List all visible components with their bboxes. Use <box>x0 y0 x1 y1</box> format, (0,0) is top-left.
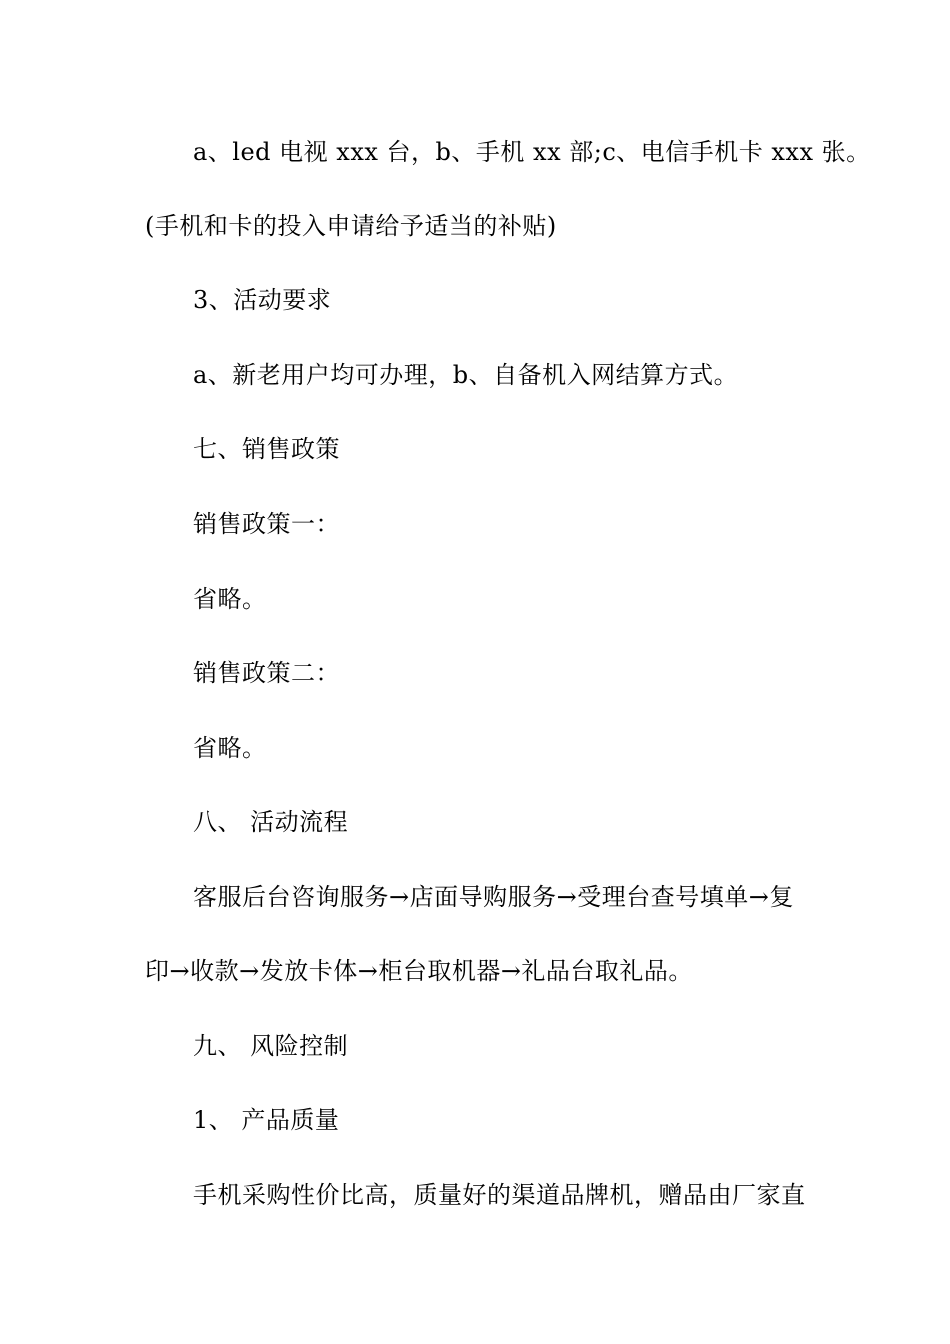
product-quality-line: 手机采购性价比高，质量好的渠道品牌机，赠品由厂家直 <box>193 1181 806 1209</box>
subheading-product-quality: 1、 产品质量 <box>193 1106 340 1134</box>
subsidy-note-line: (手机和卡的投入申请给予适当的补贴) <box>145 212 557 240</box>
process-line-2: 印→收款→发放卡体→柜台取机器→礼品台取礼品。 <box>145 957 693 985</box>
section-heading-risk-control: 九、 风险控制 <box>193 1032 349 1060</box>
sales-policy-one-label: 销售政策一： <box>193 510 340 538</box>
requirements-line: a、新老用户均可办理，b、自备机入网结算方式。 <box>193 361 739 389</box>
section-heading-sales-policy: 七、销售政策 <box>193 435 340 463</box>
omitted-text: 省略。 <box>193 585 267 613</box>
omitted-text: 省略。 <box>193 734 267 762</box>
section-heading-activity-requirements: 3、活动要求 <box>193 286 332 314</box>
section-heading-activity-process: 八、 活动流程 <box>193 808 349 836</box>
sales-policy-two-label: 销售政策二： <box>193 659 340 687</box>
prize-list-line: a、led 电视 xxx 台，b、手机 xx 部;c、电信手机卡 xxx 张。 <box>193 138 871 166</box>
process-line-1: 客服后台咨询服务→店面导购服务→受理台查号填单→复 <box>193 883 794 911</box>
